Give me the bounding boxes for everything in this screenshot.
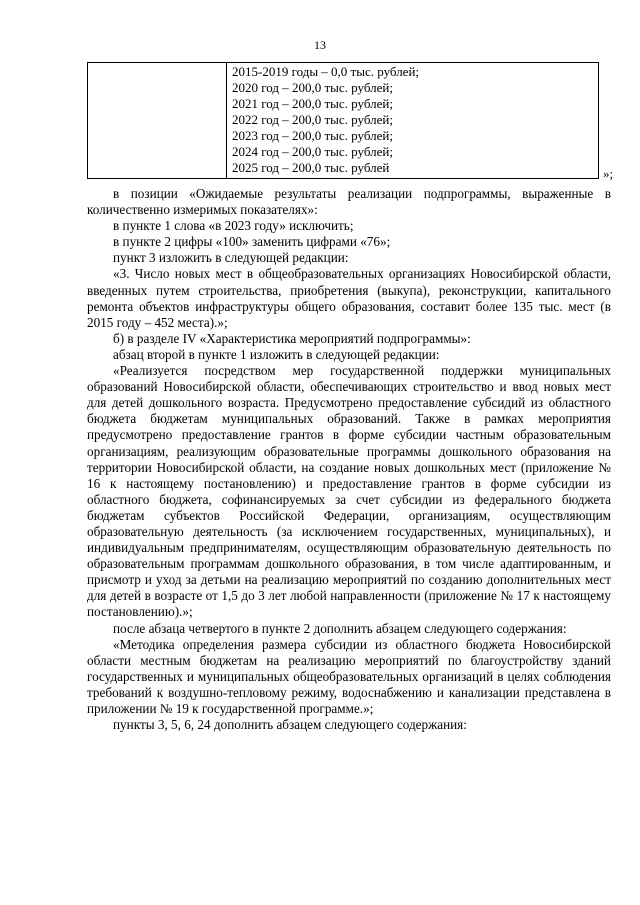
table-row	[88, 63, 599, 179]
budget-line: 2022 год – 200,0 тыс. рублей;	[232, 112, 393, 127]
budget-line: 2023 год – 200,0 тыс. рублей;	[232, 128, 393, 143]
budget-line: 2020 год – 200,0 тыс. рублей;	[232, 80, 393, 95]
page-number: 13	[314, 38, 326, 52]
budget-cell	[227, 63, 599, 179]
table-closing-quote: »;	[603, 166, 614, 181]
paragraph: б) в разделе IV «Характеристика мероприятий подпрограммы»:	[113, 330, 471, 346]
paragraph: «Реализуется посредством мер государственной поддержки муниципальных образований Новосибирской области, обеспечивающих строительство и ввод новых мест для детей дошкольного возраста. Предусмотрено предоставление субсидий из областного бюджета бюджетам муниципальных образований. Также в рамках мероприятия предусмотрено предоставление грантов в форме субсидии частным образовательным организациям, реализующим образовательные программы дошкольного образования на территории Новосибирской области, на создание новых дошкольных мест (приложение № 16 к настоящему постановлению) и предоставление грантов в форме субсидии из областного бюджета, софинансируемых за счет субсидии из федерального бюджета бюджетам субъектов Российской Федерации, организациям, осуществляющим образовательную деятельность (за исключением государственных, муниципальных), и индивидуальным предпринимателям, осуществляющим образовательную деятельность по образовательным программам дошкольного образования, в том числе адаптированным, и присмотр и уход за детьми на реализацию мероприятий по созданию дополнительных мест для детей в возрасте от 1,5 до 3 лет любой направленности (приложение № 17 к настоящему постановлению).»;	[87, 363, 611, 620]
paragraph: пункт 3 изложить в следующей редакции:	[113, 250, 349, 266]
empty-cell	[88, 63, 227, 179]
budget-line: 2021 год – 200,0 тыс. рублей;	[232, 96, 393, 111]
paragraph: после абзаца четвертого в пункте 2 дополнить абзацем следующего содержания:	[113, 620, 567, 636]
paragraph: абзац второй в пункте 1 изложить в следующей редакции:	[113, 346, 440, 362]
paragraph: пункты 3, 5, 6, 24 дополнить абзацем следующего содержания:	[113, 717, 467, 733]
paragraph: «3. Число новых мест в общеобразовательных организациях Новосибирской области, введенных путем строительства, приобретения (выкупа), реконструкции, капитального ремонта объектов инфраструктуры общего образования, составит более 135 тыс. мест (в 2015 году – 452 места).»;	[87, 266, 611, 330]
budget-table	[87, 62, 599, 179]
paragraph: в пункте 2 цифры «100» заменить цифрами «76»;	[113, 234, 391, 250]
paragraph: «Методика определения размера субсидии из областного бюджета Новосибирской области местным бюджетам на реализацию мероприятий по благоустройству зданий государственных и муниципальных общеобразовательных организаций в целях соблюдения требований к воздушно-тепловому режиму, водоснабжению и канализации представлена в приложении № 19 к государственной программе.»;	[87, 636, 611, 716]
document-body	[87, 186, 611, 733]
paragraph: в позиции «Ожидаемые результаты реализации подпрограммы, выраженные в количественно измеримых показателях»:	[87, 186, 611, 218]
budget-line: 2015-2019 годы – 0,0 тыс. рублей;	[232, 64, 420, 79]
budget-line: 2025 год – 200,0 тыс. рублей	[232, 160, 390, 175]
paragraph: в пункте 1 слова «в 2023 году» исключить;	[113, 218, 354, 234]
budget-line: 2024 год – 200,0 тыс. рублей;	[232, 144, 393, 159]
